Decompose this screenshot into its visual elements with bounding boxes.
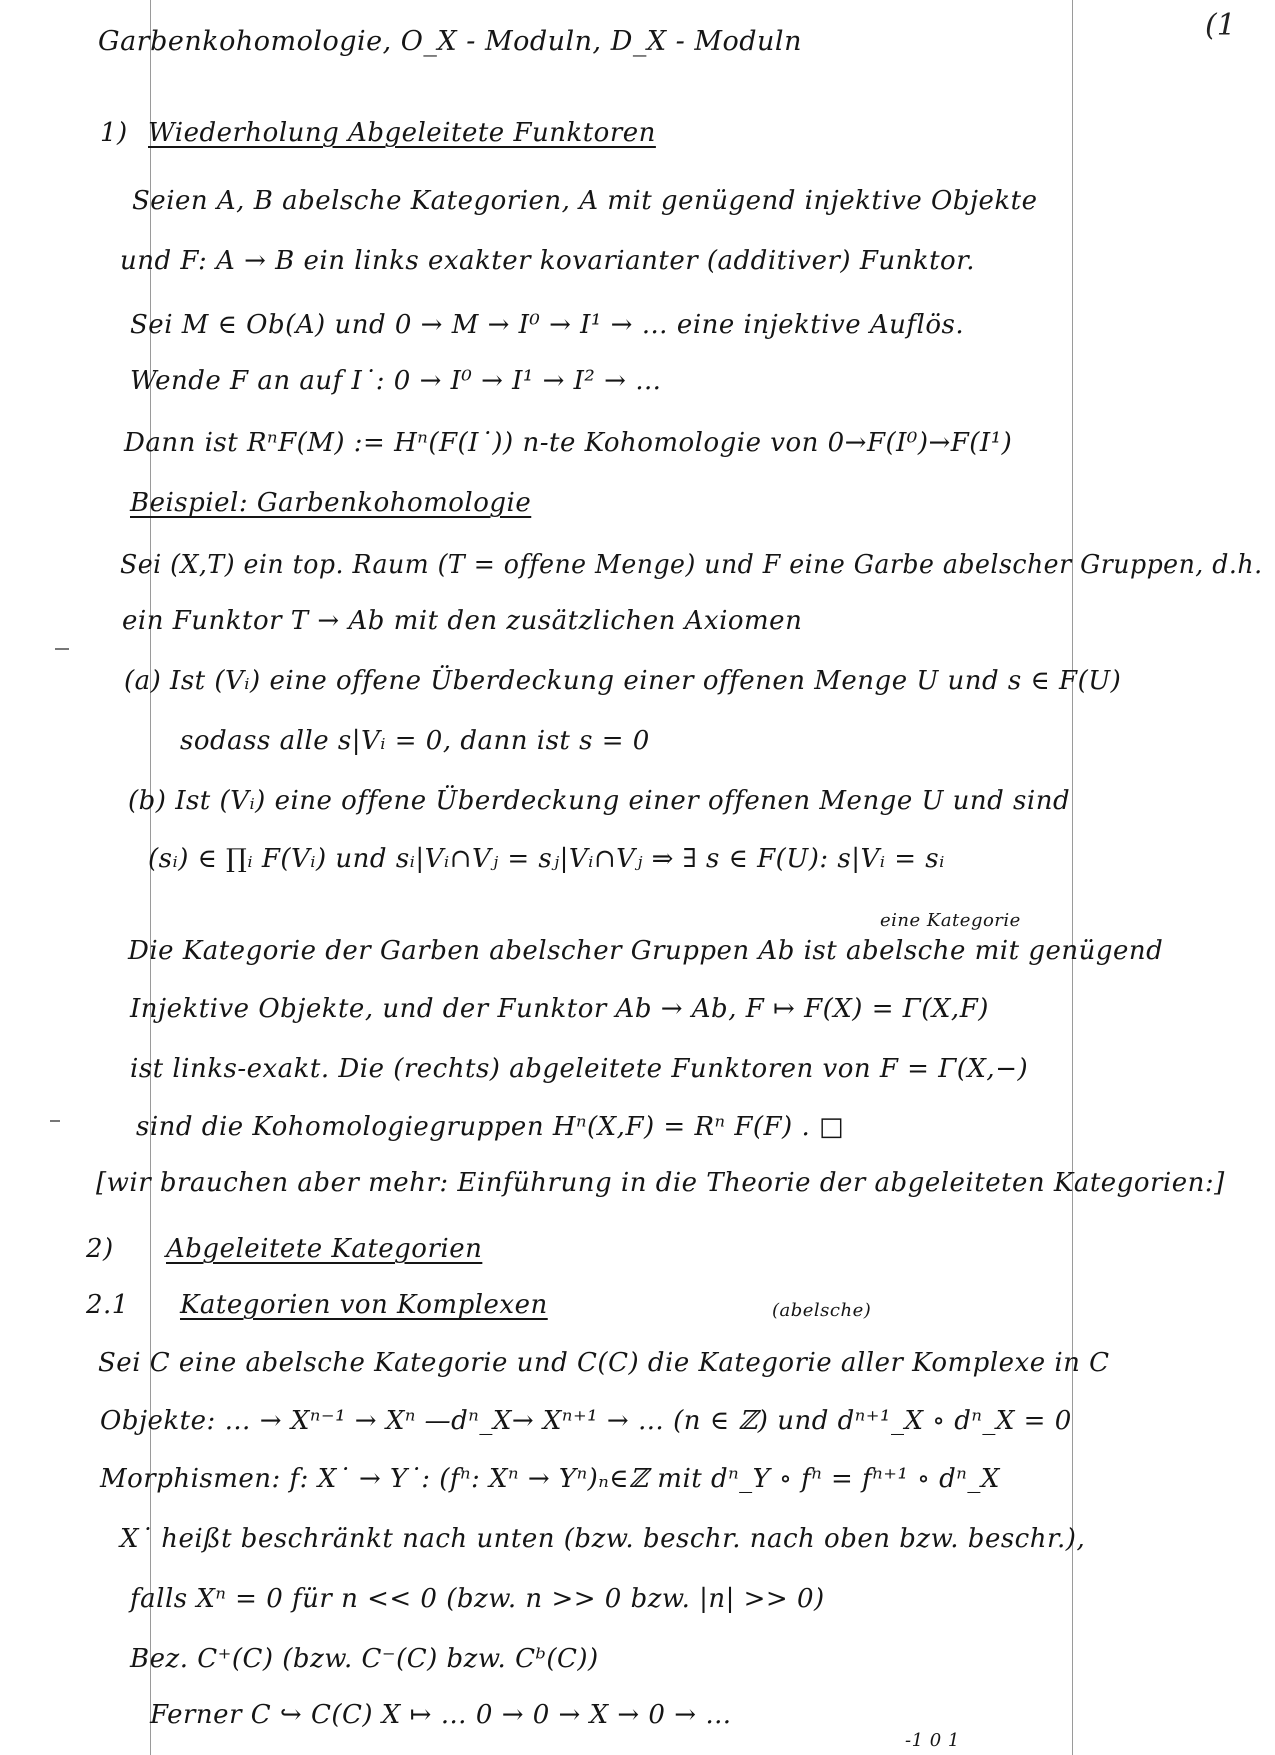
text-line: Sei (X,T) ein top. Raum (T = offene Menge) und F eine Garbe abelscher Gruppen, d.h.	[120, 550, 1263, 580]
section-2-number: 2)	[86, 1234, 114, 1264]
section-1-number: 1)	[100, 118, 128, 148]
text-line: und F: A → B ein links exakter kovarianter (additiver) Funktor.	[120, 246, 976, 276]
bracketed-remark: [wir brauchen aber mehr: Einführung in die Theorie der abgeleiteten Kategorien:]	[96, 1168, 1225, 1198]
text-line: Bez. C⁺(C) (bzw. C⁻(C) bzw. Cᵇ(C))	[130, 1644, 599, 1674]
text-line: falls Xⁿ = 0 für n << 0 (bzw. n >> 0 bzw. |n| >> 0)	[130, 1584, 825, 1614]
text-line: Morphismen: f: X˙ → Y˙: (fⁿ: Xⁿ → Yⁿ)ₙ∈ℤ mit dⁿ_Y ∘ fⁿ = fⁿ⁺¹ ∘ dⁿ_X	[100, 1464, 1000, 1494]
axiom-b-line: (sᵢ) ∈ ∏ᵢ F(Vᵢ) und sᵢ|Vᵢ∩Vⱼ = sⱼ|Vᵢ∩Vⱼ ⇒ ∃ s ∈ F(U): s|Vᵢ = sᵢ	[148, 844, 945, 874]
text-line: ein Funktor T → Ab mit den zusätzlichen Axiomen	[122, 606, 803, 636]
axiom-b-line: (b) Ist (Vᵢ) eine offene Überdeckung einer offenen Menge U und sind	[128, 786, 1071, 816]
text-line: Die Kategorie der Garben abelscher Gruppen Ab ist abelsche mit genügend	[128, 936, 1164, 966]
text-line: Dann ist RⁿF(M) := Hⁿ(F(I˙)) n-te Kohomologie von 0→F(I⁰)→F(I¹)	[124, 428, 1013, 458]
index-labels: -1 0 1	[905, 1730, 960, 1751]
text-line: Seien A, B abelsche Kategorien, A mit genügend injektive Objekte	[132, 186, 1038, 216]
text-line: ist links-exakt. Die (rechts) abgeleitete Funktoren von F = Γ(X,−)	[130, 1054, 1029, 1084]
text-line: Wende F an auf I˙: 0 → I⁰ → I¹ → I² → …	[130, 366, 662, 396]
text-line: Ferner C ↪ C(C) X ↦ … 0 → 0 → X → 0 → …	[150, 1700, 732, 1730]
right-margin-rule	[1072, 0, 1073, 1755]
interlinear-insertion: (abelsche)	[772, 1300, 872, 1321]
example-heading: Beispiel: Garbenkohomologie	[130, 488, 532, 518]
page-number: (1	[1205, 8, 1236, 43]
section-2-heading: Abgeleitete Kategorien	[166, 1234, 483, 1264]
text-line: Objekte: … → Xⁿ⁻¹ → Xⁿ —dⁿ_X→ Xⁿ⁺¹ → … (n ∈ ℤ) und dⁿ⁺¹_X ∘ dⁿ_X = 0	[100, 1406, 1072, 1436]
section-2-1-number: 2.1	[86, 1290, 129, 1320]
text-line: Injektive Objekte, und der Funktor Ab → Ab, F ↦ F(X) = Γ(X,F)	[130, 994, 989, 1024]
text-line: sind die Kohomologiegruppen Hⁿ(X,F) = Rⁿ F(F) . □	[136, 1112, 845, 1142]
page-title: Garbenkohomologie, O_X - Moduln, D_X - Moduln	[98, 26, 802, 57]
interlinear-insertion: eine Kategorie	[880, 910, 1021, 931]
scan-mark	[50, 1120, 60, 1122]
section-2-1-heading: Kategorien von Komplexen	[180, 1290, 548, 1320]
axiom-a-line: (a) Ist (Vᵢ) eine offene Überdeckung einer offenen Menge U und s ∈ F(U)	[124, 666, 1122, 696]
text-line: Sei M ∈ Ob(A) und 0 → M → I⁰ → I¹ → … eine injektive Auflös.	[130, 310, 965, 340]
section-1-heading: Wiederholung Abgeleitete Funktoren	[148, 118, 656, 148]
text-line: Sei C eine abelsche Kategorie und C(C) die Kategorie aller Komplexe in C	[98, 1348, 1110, 1378]
scan-mark	[55, 648, 69, 650]
text-line: X˙ heißt beschränkt nach unten (bzw. beschr. nach oben bzw. beschr.),	[120, 1524, 1086, 1554]
axiom-a-line: sodass alle s|Vᵢ = 0, dann ist s = 0	[180, 726, 650, 756]
